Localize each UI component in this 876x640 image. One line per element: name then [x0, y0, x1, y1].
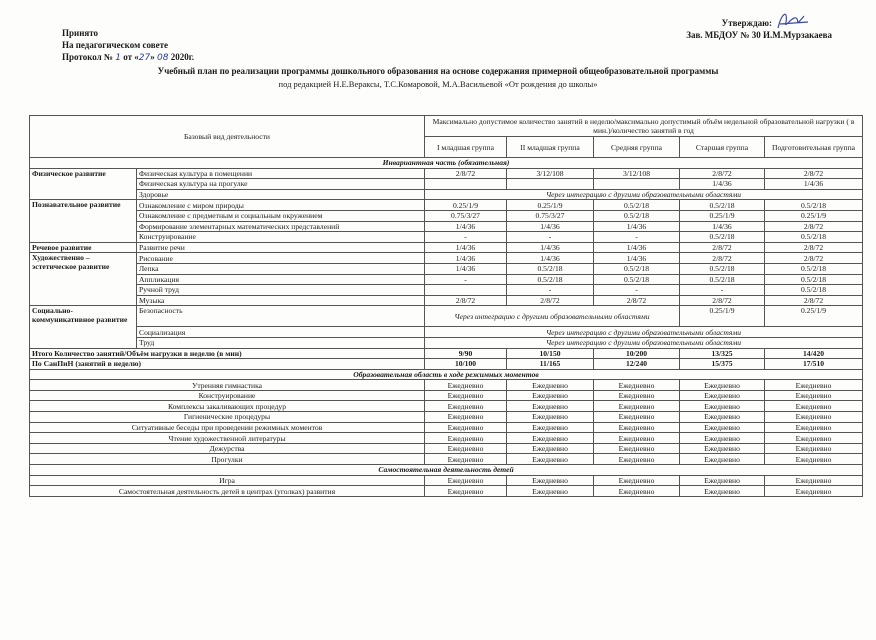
table-cell: Ежедневно	[425, 433, 507, 444]
table-row	[30, 422, 863, 433]
table-cell: Ежедневно	[425, 486, 507, 497]
table-cell: 0.5/2/18	[680, 232, 765, 243]
date-year: 2020г.	[170, 52, 195, 62]
section-title: Инвариантная часть (обязательная)	[30, 158, 863, 169]
table-cell: Ежедневно	[680, 412, 765, 423]
table-cell: Ежедневно	[765, 422, 863, 433]
table-cell: 0.5/2/18	[765, 285, 863, 296]
table-cell: 0.5/2/18	[765, 200, 863, 211]
table-cell: 2/8/72	[680, 295, 765, 306]
table-cell: Ежедневно	[594, 443, 680, 454]
table-cell: 1/4/36	[507, 253, 594, 264]
group-header: Старшая группа	[680, 137, 765, 158]
table-cell: -	[507, 232, 594, 243]
table-row	[30, 210, 863, 221]
table-cell: 10/150	[507, 348, 594, 359]
table-cell: 0.5/2/18	[594, 200, 680, 211]
table-cell: 1/4/36	[680, 221, 765, 232]
table-row	[30, 263, 863, 274]
table-cell: 1/4/36	[594, 221, 680, 232]
table-cell: Ежедневно	[507, 390, 594, 401]
table-cell: Ежедневно	[765, 475, 863, 486]
table-cell: -	[425, 274, 507, 285]
table-cell: Ежедневно	[425, 443, 507, 454]
integration-note: Через интеграцию с другими образовательными областями	[425, 306, 680, 327]
area-label: Социально-коммуникативное развитие	[30, 306, 137, 348]
protocol-number: 1	[115, 53, 121, 63]
activity-name: Утренняя гимнастика	[30, 380, 425, 391]
table-cell: 0.5/2/18	[594, 263, 680, 274]
table-cell: Ежедневно	[425, 401, 507, 412]
date-from-label: от «	[123, 52, 139, 62]
activity-name: Ознакомление с миром природы	[137, 200, 425, 211]
table-row	[30, 179, 863, 190]
table-cell: 1/4/36	[594, 242, 680, 253]
table-cell: 0.25/1/9	[680, 306, 765, 327]
base-activity-header: Базовый вид деятельности	[30, 116, 425, 158]
table-cell: Ежедневно	[507, 422, 594, 433]
table-cell: 1/4/36	[680, 179, 765, 190]
table-cell: Ежедневно	[765, 443, 863, 454]
table-cell: Ежедневно	[594, 401, 680, 412]
total-row	[30, 348, 863, 359]
table-cell: 2/8/72	[680, 242, 765, 253]
table-cell: 11/165	[507, 359, 594, 370]
table-row	[30, 327, 863, 338]
table-cell: -	[507, 285, 594, 296]
table-cell: 2/8/72	[765, 168, 863, 179]
table-cell: 1/4/36	[425, 242, 507, 253]
table-cell: Ежедневно	[425, 412, 507, 423]
page-subtitle: под редакцией Н.Е.Вераксы, Т.С.Комаровой, М.А.Васильевой «От рождения до школы»	[278, 79, 598, 89]
approval-block	[62, 27, 194, 64]
table-cell: Ежедневно	[507, 412, 594, 423]
date-month: 08	[156, 53, 169, 63]
table-cell: Ежедневно	[594, 412, 680, 423]
area-label: Художественно – эстетическое развитие	[30, 253, 137, 306]
integration-note: Через интеграцию с другими образовательными областями	[425, 189, 863, 200]
table-row	[30, 390, 863, 401]
table-cell: 10/100	[425, 359, 507, 370]
table-cell: -	[680, 285, 765, 296]
table-cell: Ежедневно	[765, 401, 863, 412]
table-cell: Ежедневно	[507, 433, 594, 444]
table-row	[30, 295, 863, 306]
table-cell: 0.75/3/27	[425, 210, 507, 221]
activity-name: Аппликация	[137, 274, 425, 285]
activity-name: Конструирование	[137, 232, 425, 243]
table-cell: 0.5/2/18	[680, 200, 765, 211]
table-cell: 15/375	[680, 359, 765, 370]
table-header-row	[30, 116, 863, 137]
table-cell: 1/4/36	[507, 242, 594, 253]
table-row	[30, 433, 863, 444]
group-header: Подготовительная группа	[765, 137, 863, 158]
table-cell: Ежедневно	[594, 486, 680, 497]
table-cell: 2/8/72	[765, 242, 863, 253]
table-cell: -	[425, 232, 507, 243]
table-row	[30, 168, 863, 179]
table-row	[30, 200, 863, 211]
table-cell: Ежедневно	[680, 475, 765, 486]
table-row	[30, 475, 863, 486]
table-cell: Ежедневно	[594, 380, 680, 391]
table-row	[30, 454, 863, 465]
table-cell: 3/12/108	[594, 168, 680, 179]
table-cell: 1/4/36	[425, 221, 507, 232]
table-cell: Ежедневно	[594, 454, 680, 465]
table-row	[30, 337, 863, 348]
table-cell: 1/4/36	[425, 253, 507, 264]
activity-name: Физическая культура в помещении	[137, 168, 425, 179]
table-cell: 2/8/72	[507, 295, 594, 306]
table-cell	[425, 285, 507, 296]
table-row	[30, 189, 863, 200]
activity-name: Комплексы закаливающих процедур	[30, 401, 425, 412]
table-cell: Ежедневно	[765, 380, 863, 391]
table-row	[30, 221, 863, 232]
table-cell: 0.5/2/18	[680, 274, 765, 285]
table-cell: 2/8/72	[765, 253, 863, 264]
table-cell: 2/8/72	[425, 295, 507, 306]
table-cell: 0.5/2/18	[765, 263, 863, 274]
table-cell: 17/510	[765, 359, 863, 370]
table-cell: 3/12/108	[507, 168, 594, 179]
activity-name: Ситуативные беседы при проведении режимных моментов	[30, 422, 425, 433]
table-cell: 14/420	[765, 348, 863, 359]
table-cell: Ежедневно	[425, 390, 507, 401]
protocol-line	[62, 51, 194, 64]
table-cell: 0.75/3/27	[507, 210, 594, 221]
table-cell: Ежедневно	[507, 475, 594, 486]
table-cell: Ежедневно	[594, 475, 680, 486]
pedagogical-council-label: На педагогическом совете	[62, 40, 168, 50]
activity-name: Рисование	[137, 253, 425, 264]
table-cell: Ежедневно	[680, 486, 765, 497]
activity-name: Здоровье	[137, 189, 425, 200]
table-cell: 1/4/36	[594, 253, 680, 264]
sanpin-label: По СанПиН (занятий в неделю)	[30, 359, 425, 370]
table-row	[30, 443, 863, 454]
protocol-label: Протокол №	[62, 52, 113, 62]
activity-name: Чтение художественной литературы	[30, 433, 425, 444]
table-cell: 0.25/1/9	[765, 306, 863, 327]
table-row	[30, 306, 863, 327]
activity-name: Игра	[30, 475, 425, 486]
table-cell: 9/90	[425, 348, 507, 359]
activity-name: Музыка	[137, 295, 425, 306]
sanpin-row	[30, 359, 863, 370]
activity-name: Дежурства	[30, 443, 425, 454]
table-row	[30, 274, 863, 285]
table-cell: 0.5/2/18	[594, 210, 680, 221]
table-row	[30, 380, 863, 391]
date-day: 27	[138, 53, 151, 63]
table-cell: Ежедневно	[680, 390, 765, 401]
total-label: Итого Количество занятий/Объём нагрузки в неделю (в мин)	[30, 348, 425, 359]
table-cell: Ежедневно	[425, 380, 507, 391]
group-header: II младшая группа	[507, 137, 594, 158]
activity-name: Ознакомление с предметным и социальным окружением	[137, 210, 425, 221]
activity-name: Физическая культура на прогулке	[137, 179, 425, 190]
area-label: Познавательное развитие	[30, 200, 137, 242]
curriculum-table	[29, 115, 863, 497]
table-cell: 10/200	[594, 348, 680, 359]
table-cell: 1/4/36	[425, 263, 507, 274]
max-load-header: Максимально допустимое количество занятий в неделю/максимально допустимый объём недельной образовательной нагрузки ( в мин.)/количество занятий в год	[425, 116, 863, 137]
section-title: Образовательная область в ходе режимных моментов	[30, 369, 863, 380]
table-row	[30, 401, 863, 412]
approve-label: Утверждаю:	[721, 18, 772, 28]
table-cell: -	[594, 285, 680, 296]
group-header: I младшая группа	[425, 137, 507, 158]
table-cell: 1/4/36	[765, 179, 863, 190]
activity-name: Развитие речи	[137, 242, 425, 253]
table-cell: 2/8/72	[594, 295, 680, 306]
table-cell: Ежедневно	[507, 486, 594, 497]
table-cell: Ежедневно	[594, 433, 680, 444]
head-name: Зав. МБДОУ № 30 И.М.Мурзакаева	[686, 30, 832, 40]
table-cell: 0.25/1/9	[425, 200, 507, 211]
section-row	[30, 158, 863, 169]
table-cell: Ежедневно	[507, 454, 594, 465]
table-cell: Ежедневно	[507, 380, 594, 391]
area-label: Физическое развитие	[30, 168, 137, 200]
table-cell: 0.5/2/18	[507, 263, 594, 274]
table-cell: Ежедневно	[507, 443, 594, 454]
activity-name: Социализация	[137, 327, 425, 338]
table-cell: 0.5/2/18	[765, 232, 863, 243]
activity-name: Прогулки	[30, 454, 425, 465]
activity-name: Конструирование	[30, 390, 425, 401]
table-cell: Ежедневно	[594, 422, 680, 433]
integration-note: Через интеграцию с другими образовательными областями	[425, 327, 863, 338]
table-cell: Ежедневно	[680, 401, 765, 412]
activity-name: Труд	[137, 337, 425, 348]
integration-note: Через интеграцию с другими образовательными областями	[425, 337, 863, 348]
table-row	[30, 253, 863, 264]
table-row	[30, 412, 863, 423]
table-cell: 0.5/2/18	[507, 274, 594, 285]
table-cell: 2/8/72	[765, 295, 863, 306]
table-cell: 0.5/2/18	[594, 274, 680, 285]
table-cell: Ежедневно	[680, 454, 765, 465]
table-cell: Ежедневно	[765, 412, 863, 423]
table-row	[30, 242, 863, 253]
table-cell: 0.5/2/18	[680, 263, 765, 274]
activity-name: Безопасность	[137, 306, 425, 327]
table-cell: Ежедневно	[594, 390, 680, 401]
table-cell: Ежедневно	[765, 486, 863, 497]
table-cell: 12/240	[594, 359, 680, 370]
table-cell: 2/8/72	[425, 168, 507, 179]
table-cell: Ежедневно	[425, 454, 507, 465]
area-label: Речевое развитие	[30, 242, 137, 253]
table-cell: 1/4/36	[507, 221, 594, 232]
table-cell: Ежедневно	[680, 433, 765, 444]
table-cell	[507, 179, 594, 190]
section-row	[30, 465, 863, 476]
table-cell: 0.5/2/18	[765, 274, 863, 285]
table-cell	[594, 179, 680, 190]
activity-name: Лепка	[137, 263, 425, 274]
activity-name: Формирование элементарных математических представлений	[137, 221, 425, 232]
table-cell: 13/325	[680, 348, 765, 359]
table-cell: 0.25/1/9	[765, 210, 863, 221]
approved-label: Принято	[62, 28, 99, 38]
section-title: Самостоятельная деятельность детей	[30, 465, 863, 476]
table-cell: Ежедневно	[765, 433, 863, 444]
table-row	[30, 232, 863, 243]
table-cell: Ежедневно	[425, 475, 507, 486]
table-cell: 2/8/72	[680, 168, 765, 179]
page-title: Учебный план по реализации программы дошкольного образования на основе содержания примерной общеобразовательной программы	[157, 66, 719, 76]
table-cell: 2/8/72	[680, 253, 765, 264]
table-cell: Ежедневно	[680, 443, 765, 454]
section-row	[30, 369, 863, 380]
table-cell: -	[594, 232, 680, 243]
table-cell: Ежедневно	[507, 401, 594, 412]
table-cell	[425, 179, 507, 190]
activity-name: Гигиенические процедуры	[30, 412, 425, 423]
table-cell: 0.25/1/9	[507, 200, 594, 211]
group-header: Средняя группа	[594, 137, 680, 158]
table-cell: Ежедневно	[425, 422, 507, 433]
table-cell: Ежедневно	[765, 454, 863, 465]
table-row	[30, 486, 863, 497]
activity-name: Самостоятельная деятельность детей в центрах (уголках) развития	[30, 486, 425, 497]
table-cell: 2/8/72	[765, 221, 863, 232]
table-row	[30, 285, 863, 296]
table-cell: Ежедневно	[680, 380, 765, 391]
approve-block	[686, 17, 832, 41]
activity-name: Ручной труд	[137, 285, 425, 296]
date-quote-label: »	[150, 52, 155, 62]
table-cell: Ежедневно	[680, 422, 765, 433]
table-cell: 0.25/1/9	[680, 210, 765, 221]
table-cell: Ежедневно	[765, 390, 863, 401]
